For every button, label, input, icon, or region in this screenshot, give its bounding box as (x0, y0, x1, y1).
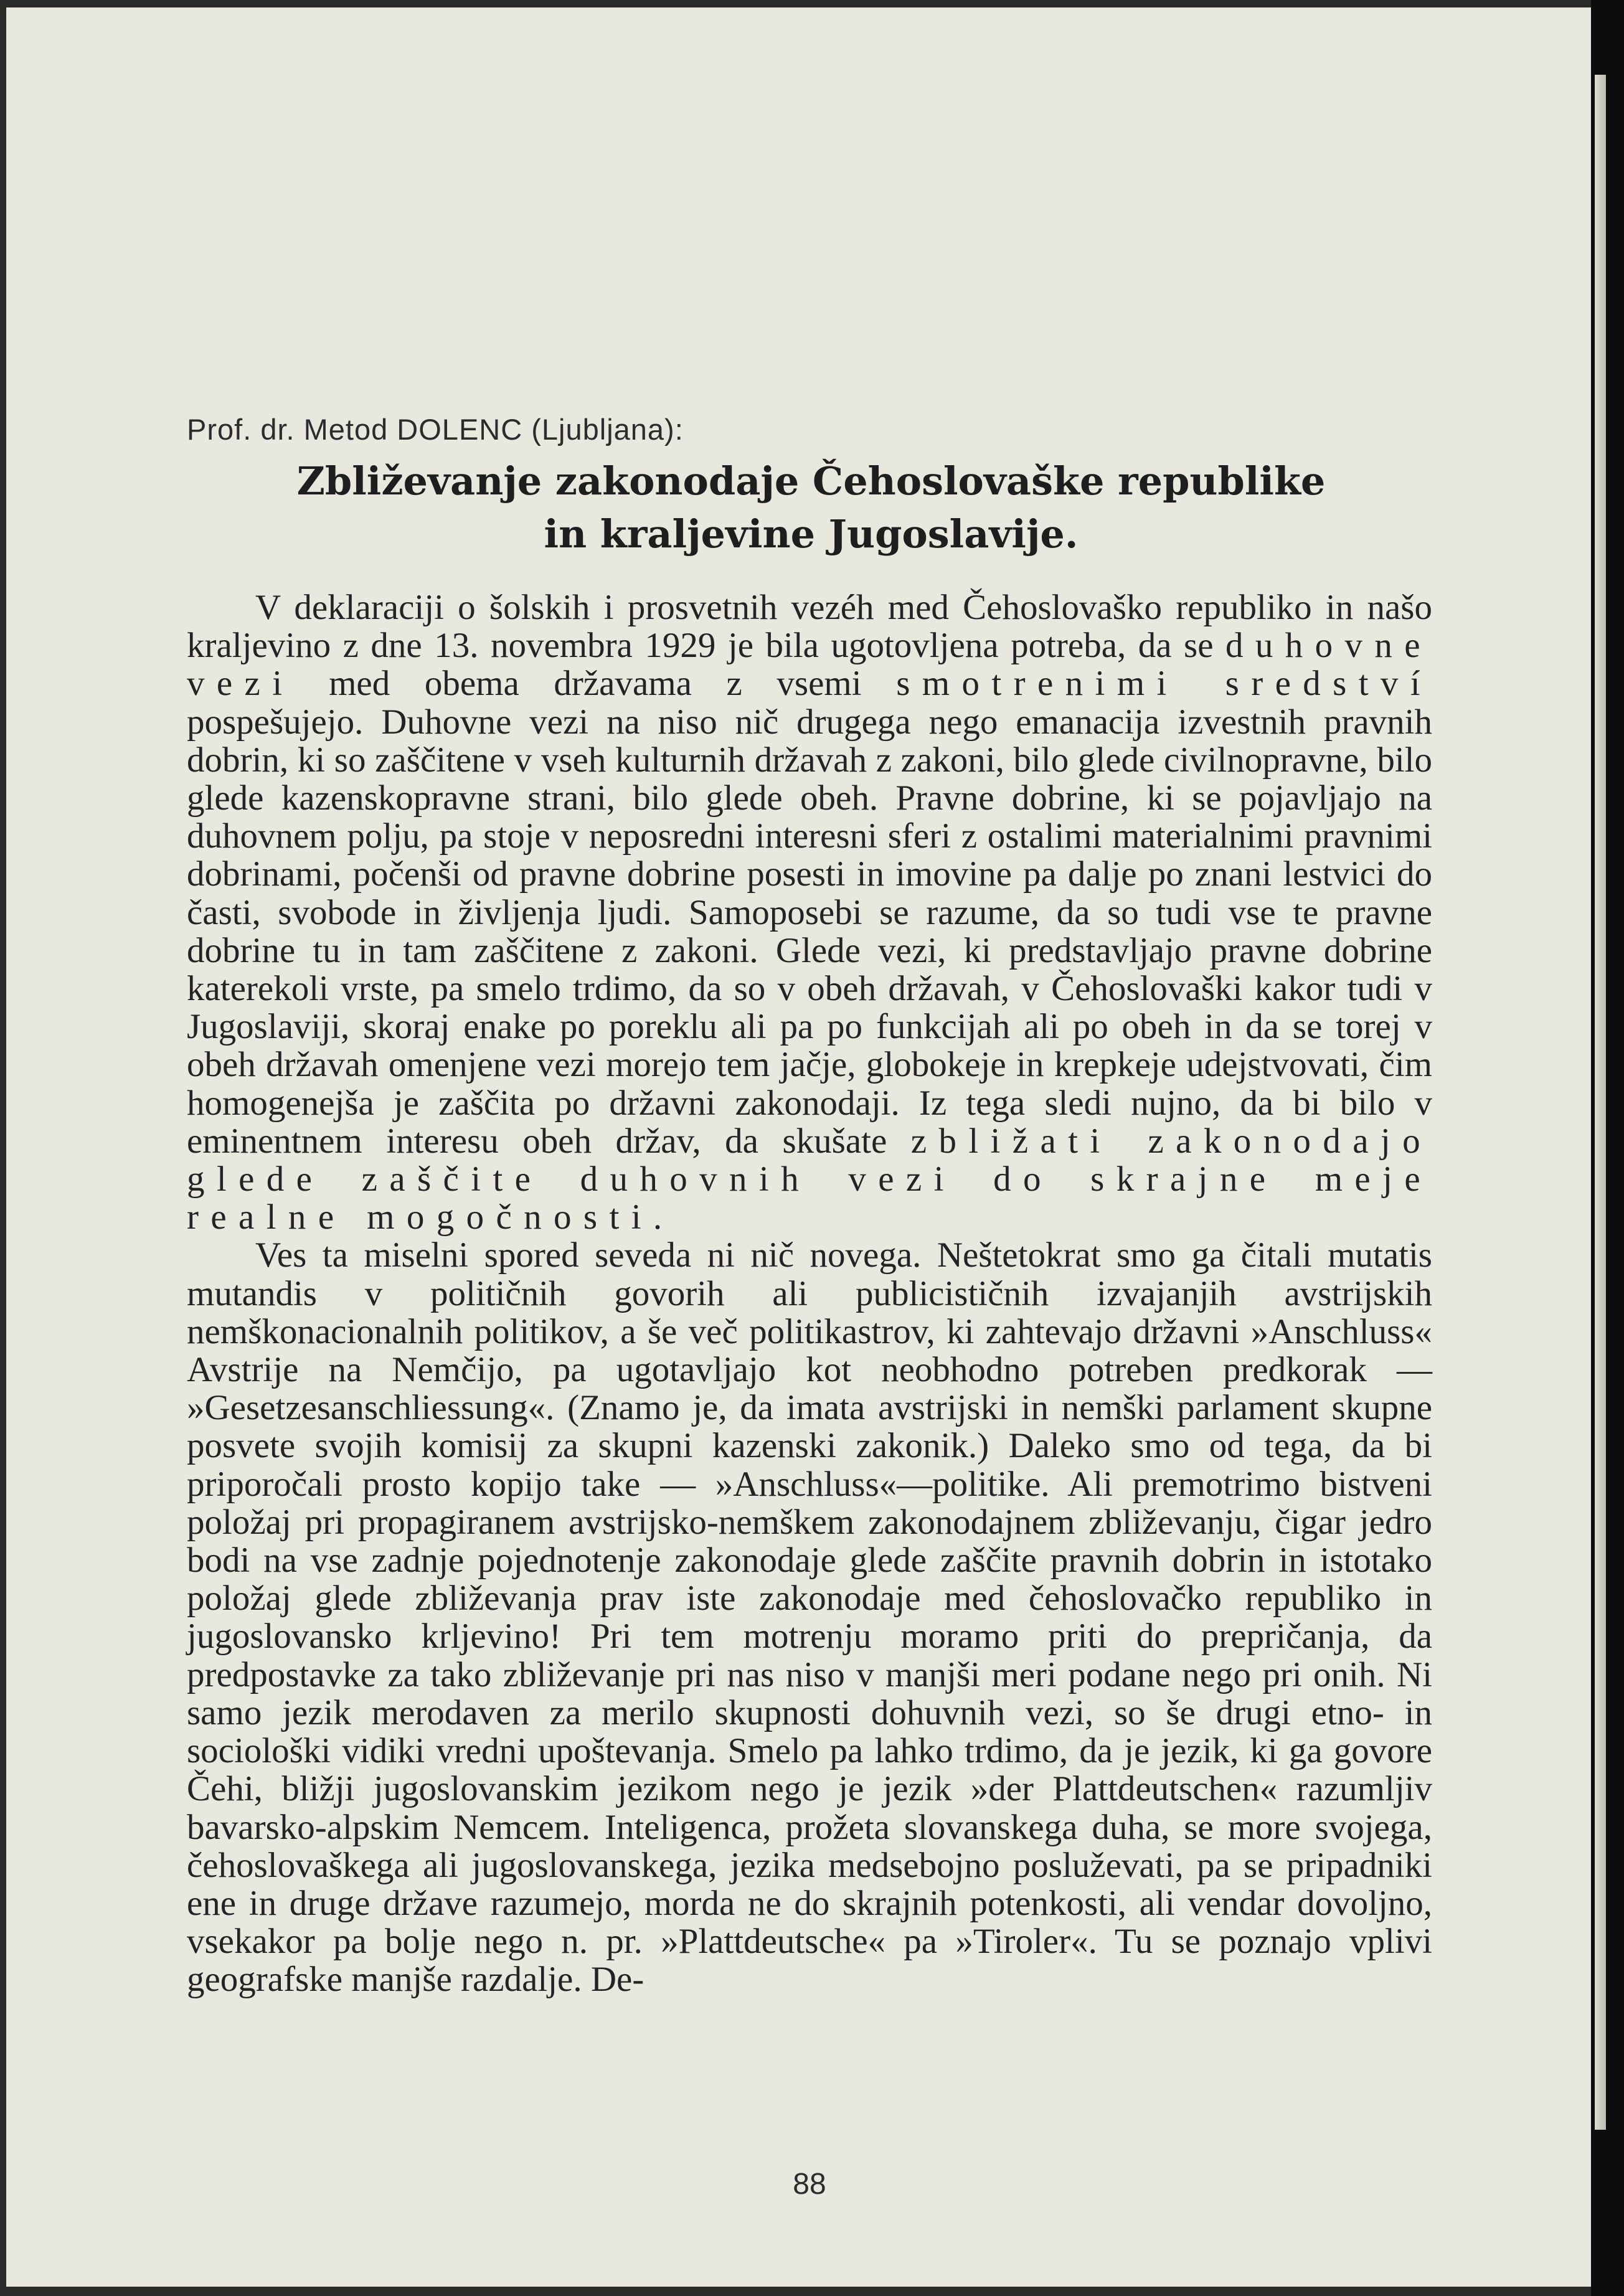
paragraph-2: Ves ta miselni spored seveda ni nič novega. Neštetokrat smo ga čitali mutatis mutandis v političnih govorih ali publicističnih izvajanjih avstrijskih nemškonacionalnih politikov, a še več politikastrov, ki zahtevajo državni »Anschluss« Avstrije na Nemčijo, pa ugotavljajo kot neobhodno potreben predkorak — »Gesetzesanschliessung«. (Znamo je, da imata avstrijski in nemški parlament skupne posvete svojih komisij za skupni kazenski zakonik.) Daleko smo od tega, da bi priporočali prosto kopijo take — »Anschluss«—politike. Ali premotrimo bistveni položaj pri propagiranem avstrijsko-nemškem zakonodajnem zbliževanju, čigar jedro bodi na vse zadnje pojednotenje zakonodaje glede zaščite pravnih dobrin in istotako položaj glede zbliževanja prav iste zakonodaje med čehoslovačko republiko in jugoslovansko krljevino! Pri tem motrenju moramo priti do prepričanja, da predpostavke za tako zbliževanje pri nas niso v manjši meri podane nego pri onih. Ni samo jezik merodaven za merilo skupnosti dohuvnih vezi, so še drugi etno- in sociološki vidiki vredni upoštevanja. Smelo pa lahko trdimo, da je jezik, ki ga govore Čehi, bližji jugoslovanskim jezikom nego je jezik »der Plattdeutschen« razumljiv bavarsko-alpskim Nemcem. Inteligenca, prožeta slovanskega duha, se more svojega, čehoslovaškega ali jugoslovanskega, jezika medsebojno posluževati, pa se pripadniki ene in druge države razumejo, morda ne do skrajnih potenkosti, ali vendar dovoljno, vsekakor pa bolje nego n. pr. »Plattdeutsche« pa »Tiroler«. Tu se poznajo vplivi geografske manjše razdalje. De- (187, 1235, 1432, 2000)
emphasis-smotrenimi-sredstvi: smotrenimi sredství (896, 664, 1433, 704)
article-title (156, 455, 1466, 560)
emphasis-duhovne-vezi: duhovne vezi (187, 626, 1432, 704)
book-binding-edge (1591, 0, 1624, 2296)
paragraph-1-text-a: V deklaraciji o šolskih i prosvetnih vezéh med Čehoslovaško republiko in našo kraljevino z dne 13. novembra 1929 je bila ugotovljena potreba, da se (187, 588, 1432, 666)
adjacent-page-edge (1595, 75, 1606, 2130)
title-line-2: in kraljevine Jugoslavije. (544, 511, 1079, 557)
paragraph-1-text-c: pospešujejo. Duhovne vezi na niso nič drugega nego emanacija izvestnih pravnih dobrin, ki so zaščitene v vseh kulturnih državah z zakoni, bilo glede civilnopravne, bilo glede kazenskopravne strani, bilo glede obeh. Pravne dobrine, ki se pojavljajo na duhovnem polju, pa stoje v neposredni interesni sferi z ostalimi materialnimi pravnimi dobrinami, počenši od pravne dobrine posesti in imovine pa dalje po znani lestvici do časti, svobode in življenja ljudi. Samoposebi se razume, da so tudi vse te pravne dobrine tu in tam zaščitene z zakoni. Glede vezi, ki predstavljajo pravne dobrine katerekoli vrste, pa smelo trdimo, da so v obeh državah, v Čehoslovaški kakor tudi v Jugoslaviji, skoraj enake po poreklu ali pa po funkcijah ali po obeh in da se torej v obeh državah omenjene vezi morejo tem jačje, globokeje in krepkeje udejstvovati, čim homogenejša je zaščita po državni zakonodaji. Iz tega sledi nujno, da bi bilo v eminentnem interesu obeh držav, da skušate (187, 702, 1432, 1161)
emphasis-zblizati-zakonodajo: zbližati zakonodajo glede zaščite duhovnih vezi do skrajne meje realne mogočnosti. (187, 1121, 1432, 1237)
paragraph-1-text-b: med obema državama z vsemi (329, 664, 862, 704)
paragraph-1 (187, 588, 1432, 1236)
title-line-1: Zbliževanje zakonodaje Čehoslovaške republike (296, 458, 1326, 504)
author-byline: Prof. dr. Metod DOLENC (Ljubljana): (187, 413, 684, 446)
article-body (187, 588, 1432, 1999)
page-number: 88 (793, 2168, 826, 2201)
